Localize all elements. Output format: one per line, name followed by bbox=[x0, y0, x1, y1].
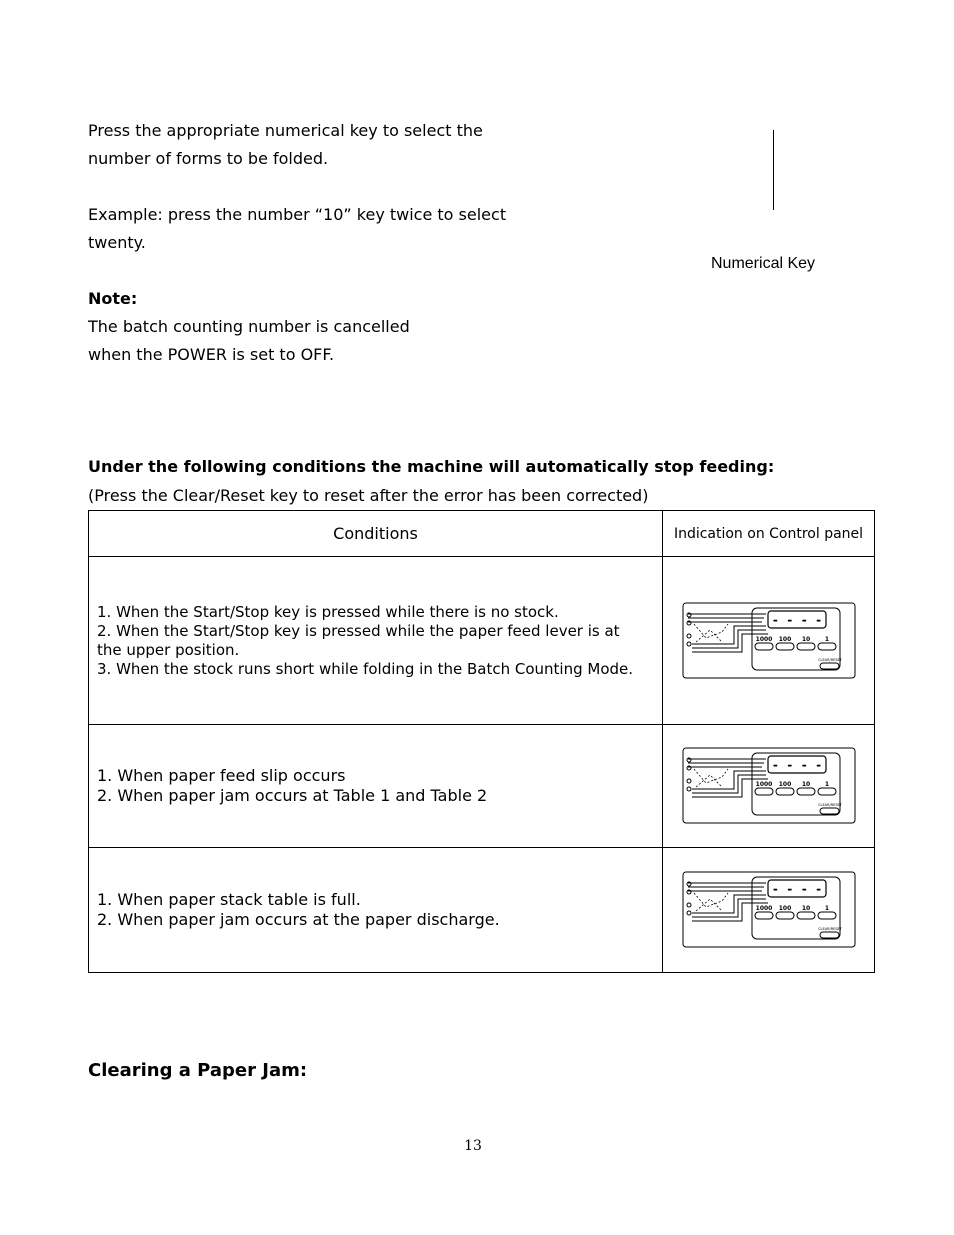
display-readout: - - - - bbox=[771, 612, 822, 627]
fold-indicator bbox=[694, 624, 728, 638]
condition-line: 1. When paper stack table is full. bbox=[97, 890, 361, 909]
key-label: 1 bbox=[824, 905, 829, 912]
key-label: 100 bbox=[778, 905, 791, 912]
note-label: Note: bbox=[88, 289, 138, 308]
counter-key bbox=[755, 912, 773, 919]
counter-key bbox=[755, 643, 773, 650]
condition-cell bbox=[89, 557, 663, 725]
counter-key bbox=[776, 788, 794, 795]
note-line: The batch counting number is cancelled bbox=[88, 317, 410, 336]
condition-cell bbox=[89, 848, 663, 973]
indication-cell bbox=[663, 725, 875, 848]
indication-cell bbox=[663, 557, 875, 725]
fold-indicator bbox=[696, 899, 722, 911]
key-label: 10 bbox=[801, 781, 810, 788]
intro-text bbox=[88, 117, 548, 369]
counter-key bbox=[776, 912, 794, 919]
table-row bbox=[89, 725, 875, 848]
counter-key bbox=[818, 912, 836, 919]
counter-key bbox=[776, 643, 794, 650]
condition-line: 1. When paper feed slip occurs bbox=[97, 766, 346, 785]
key-label: 1 bbox=[824, 781, 829, 788]
clear-reset-key bbox=[820, 932, 839, 938]
clearing-paper-jam-heading: Clearing a Paper Jam: bbox=[88, 1060, 308, 1081]
intro-line: number of forms to be folded. bbox=[88, 149, 329, 168]
condition-line: 3. When the stock runs short while folding in the Batch Counting Mode. bbox=[97, 659, 634, 678]
example-line: twenty. bbox=[88, 233, 146, 252]
example-line: Example: press the number “10” key twice to select bbox=[88, 205, 507, 224]
key-label: 1 bbox=[824, 635, 829, 643]
key-label: 1000 bbox=[755, 781, 772, 788]
clear-reset-label: CLEAR/RESET bbox=[817, 657, 842, 662]
sensor-dot bbox=[687, 779, 691, 783]
sensor-dot bbox=[687, 642, 691, 646]
key-label: 1000 bbox=[755, 905, 772, 912]
intro-line: Press the appropriate numerical key to select the bbox=[88, 121, 483, 140]
fold-indicator bbox=[696, 775, 722, 787]
header-conditions: Conditions bbox=[89, 511, 663, 557]
counter-key bbox=[797, 788, 815, 795]
stop-conditions-heading: Under the following conditions the machine will automatically stop feeding: bbox=[88, 457, 775, 476]
condition-line: 2. When the Start/Stop key is pressed while the paper feed lever is at bbox=[97, 621, 620, 640]
numerical-key-label: Numerical Key bbox=[711, 255, 816, 272]
stop-conditions-subheading: (Press the Clear/Reset key to reset after the error has been corrected) bbox=[88, 486, 649, 505]
control-panel-diagram bbox=[682, 602, 856, 680]
key-label: 10 bbox=[801, 635, 810, 643]
counter-key bbox=[818, 788, 836, 795]
sensor-dot bbox=[687, 787, 691, 791]
display-readout: - - - - bbox=[771, 882, 822, 896]
condition-line: 2. When paper jam occurs at the paper discharge. bbox=[97, 910, 500, 929]
display-readout: - - - - bbox=[771, 758, 822, 772]
fold-indicator bbox=[696, 630, 722, 642]
key-label: 100 bbox=[778, 781, 791, 788]
fold-indicator bbox=[694, 769, 728, 783]
clear-reset-key bbox=[820, 808, 839, 814]
condition-line: 1. When the Start/Stop key is pressed while there is no stock. bbox=[97, 602, 559, 621]
condition-line: the upper position. bbox=[97, 640, 240, 659]
key-label: 100 bbox=[778, 635, 791, 643]
condition-cell bbox=[89, 725, 663, 848]
page-number: 13 bbox=[464, 1138, 482, 1154]
key-label: 1000 bbox=[755, 635, 772, 643]
condition-line: 2. When paper jam occurs at Table 1 and Table 2 bbox=[97, 786, 488, 805]
counter-key bbox=[818, 643, 836, 650]
indication-cell bbox=[663, 848, 875, 973]
sensor-dot bbox=[687, 911, 691, 915]
sensor-dot bbox=[687, 634, 691, 638]
clear-reset-key bbox=[820, 663, 839, 669]
fold-indicator bbox=[694, 893, 728, 907]
note-line: when the POWER is set to OFF. bbox=[88, 345, 335, 364]
conditions-table bbox=[88, 510, 875, 973]
key-label: 10 bbox=[801, 905, 810, 912]
clear-reset-label: CLEAR/RESET bbox=[817, 803, 842, 807]
table-row bbox=[89, 557, 875, 725]
counter-key bbox=[755, 788, 773, 795]
control-panel-diagram bbox=[682, 747, 856, 825]
counter-key bbox=[797, 912, 815, 919]
table-row bbox=[89, 848, 875, 973]
leader-line bbox=[773, 130, 774, 210]
control-panel-diagram bbox=[682, 871, 856, 949]
header-indication: Indication on Control panel bbox=[663, 511, 875, 557]
sensor-dot bbox=[687, 903, 691, 907]
counter-key bbox=[797, 643, 815, 650]
table-header-row bbox=[89, 511, 875, 557]
clear-reset-label: CLEAR/RESET bbox=[817, 927, 842, 931]
